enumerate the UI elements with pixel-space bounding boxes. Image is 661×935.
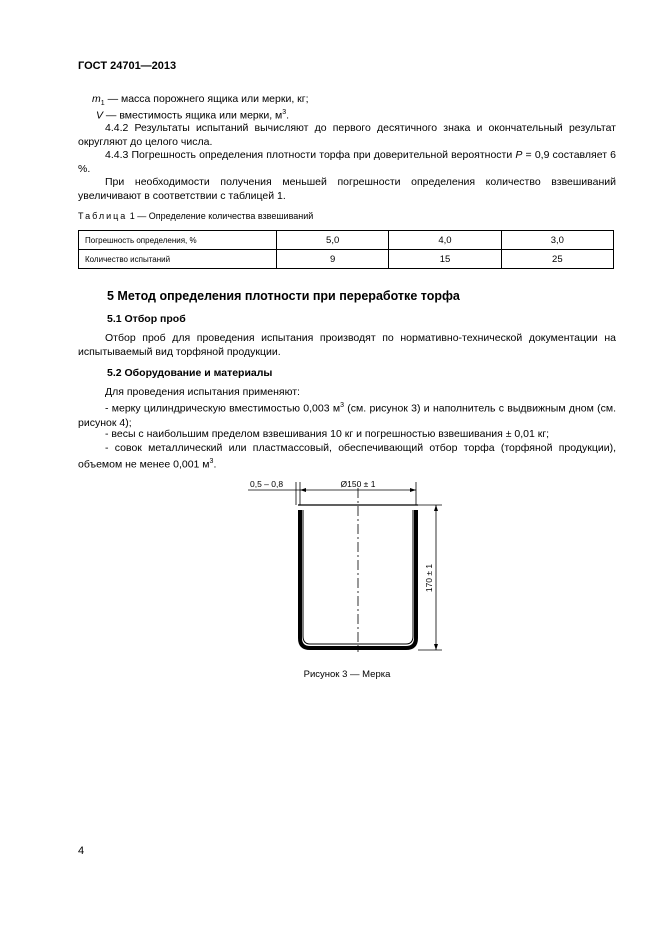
m1-subscript: 1	[100, 100, 105, 108]
paragraph-weighings: При необходимости получения меньшей погрешности определения количество взвешиваний увеличивают в соответствии с таблицей 1.	[78, 176, 616, 202]
figure-3-measure-drawing	[240, 478, 455, 658]
height-label: 170 ± 1	[424, 563, 434, 593]
p443-text-b: = 0,9 составляет 6 %.	[78, 149, 616, 175]
item3-text-a: - совок металлический или пластмассовый, обеспечивающий отбор торфа (торфяной продукции), объемом не менее 0,001 м	[78, 442, 616, 471]
section-5-2-intro: Для проведения испытания применяют:	[105, 386, 300, 398]
table-caption	[78, 211, 313, 221]
p443-variable: P	[515, 149, 523, 161]
paragraph-4-4-2: 4.4.2 Результаты испытаний вычисляют до первого десятичного знака и окончательный результат округляют до целого числа.	[78, 122, 616, 148]
item1-superscript: 3	[340, 402, 344, 409]
table-row	[79, 250, 614, 269]
item3-text-b: .	[213, 458, 217, 471]
m1-symbol: m	[92, 93, 101, 105]
equipment-item-3	[78, 441, 616, 472]
table-caption-text: 1 — Определение количества взвешиваний	[127, 211, 314, 221]
item1-text-b: (см. рисунок 3) и наполнитель с выдвижным дном (см. рисунок 4);	[78, 402, 616, 429]
item3-superscript: 3	[209, 458, 214, 465]
v-text: — вместимость ящика или мерки, м	[103, 109, 283, 122]
v-end: .	[286, 109, 290, 122]
table-row	[79, 231, 614, 250]
table-cell: 15	[389, 250, 501, 269]
m1-text: — масса порожнего ящика или мерки, кг;	[104, 93, 309, 105]
table-cell: 3,0	[501, 231, 613, 250]
table-cell: 25	[501, 250, 613, 269]
figure-3-caption: Рисунок 3 — Мерка	[303, 669, 391, 680]
table-caption-word: Таблица	[78, 211, 128, 221]
p443-text-a: 4.4.3 Погрешность определения плотности торфа при доверительной вероятности	[105, 149, 516, 161]
weighings-table	[78, 230, 614, 269]
table-row-label: Количество испытаний	[79, 250, 277, 269]
table-cell: 4,0	[389, 231, 501, 250]
equipment-item-1	[78, 399, 616, 430]
equipment-item-2: - весы с наибольшим пределом взвешивания 10 кг и погрешностью взвешивания ± 0,01 кг;	[105, 428, 550, 440]
paragraph-4-4-3	[78, 148, 616, 176]
v-superscript: 3	[282, 109, 287, 116]
section-5-1-title: 5.1 Отбор проб	[107, 313, 186, 325]
page-number: 4	[78, 845, 85, 857]
diameter-label: Ø150 ± 1	[340, 479, 376, 489]
section-5-1-text: Отбор проб для проведения испытания производят по нормативно-технической документации на испытываемый вид торфяной продукции.	[78, 332, 616, 358]
table-cell: 9	[277, 250, 389, 269]
section-5-title: 5 Метод определения плотности при переработке торфа	[107, 289, 460, 303]
table-cell: 5,0	[277, 231, 389, 250]
document-header: ГОСТ 24701—2013	[78, 60, 177, 72]
wall-thickness-label: 0,5 – 0,8	[250, 479, 284, 489]
v-symbol: V	[96, 109, 104, 122]
table-row-label: Погрешность определения, %	[79, 231, 277, 250]
item1-text-a: - мерку цилиндрическую вместимостью 0,003 м	[105, 402, 341, 415]
section-5-2-title: 5.2 Оборудование и материалы	[107, 367, 273, 379]
